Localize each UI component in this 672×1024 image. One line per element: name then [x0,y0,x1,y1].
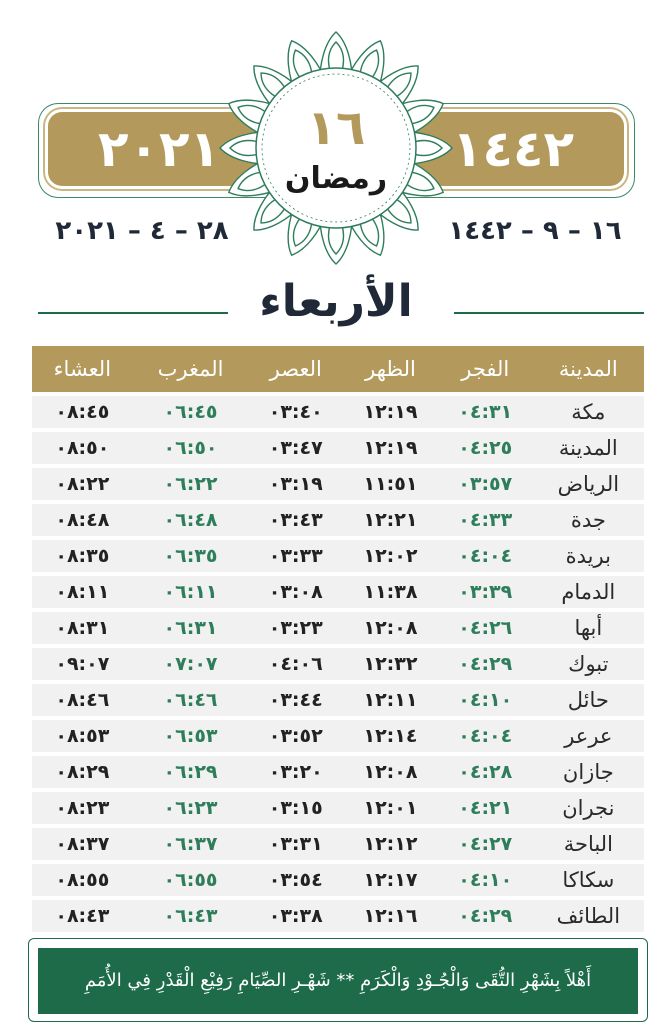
cell-dhuhr: ١٢:٠١ [343,792,438,824]
cell-dhuhr: ١٢:١٤ [343,720,438,752]
table-row [32,900,644,932]
cell-city: حائل [533,684,644,716]
column-header-fajr: الفجر [438,346,533,392]
cell-asr: ٠٣:٥٤ [248,864,343,896]
cell-maghrib: ٠٦:٤٨ [133,504,249,536]
cell-isha: ٠٩:٠٧ [32,648,133,680]
cell-fajr: ٠٤:٢٥ [438,432,533,464]
column-header-city: المدينة [533,346,644,392]
cell-isha: ٠٨:٣١ [32,612,133,644]
cell-isha: ٠٨:٢٢ [32,468,133,500]
hijri-date: ١٦ – ٩ – ١٤٤٢ [448,216,622,246]
cell-asr: ٠٣:٣٨ [248,900,343,932]
cell-dhuhr: ١٢:١٢ [343,828,438,860]
cell-asr: ٠٣:٢٠ [248,756,343,788]
cell-maghrib: ٠٦:٥٣ [133,720,249,752]
cell-asr: ٠٣:٢٣ [248,612,343,644]
cell-city: تبوك [533,648,644,680]
cell-isha: ٠٨:٥٠ [32,432,133,464]
cell-city: جازان [533,756,644,788]
table-row [32,540,644,572]
cell-maghrib: ٠٦:٤٣ [133,900,249,932]
table-row [32,576,644,608]
cell-isha: ٠٨:٢٩ [32,756,133,788]
cell-asr: ٠٣:٠٨ [248,576,343,608]
cell-dhuhr: ١٢:١٩ [343,396,438,428]
cell-isha: ٠٨:٤٨ [32,504,133,536]
cell-dhuhr: ١٢:١٦ [343,900,438,932]
cell-isha: ٠٨:١١ [32,576,133,608]
prayer-times-body [32,396,644,932]
cell-fajr: ٠٤:٣١ [438,396,533,428]
cell-dhuhr: ١٢:٠٢ [343,540,438,572]
table-row [32,432,644,464]
cell-maghrib: ٠٧:٠٧ [133,648,249,680]
gregorian-year-badge: ٢٠٢١ [48,112,270,186]
table-row [32,792,644,824]
cell-fajr: ٠٤:٢٧ [438,828,533,860]
cell-dhuhr: ١٢:١٧ [343,864,438,896]
cell-isha: ٠٨:٢٣ [32,792,133,824]
cell-dhuhr: ١١:٣٨ [343,576,438,608]
cell-maghrib: ٠٦:٥٥ [133,864,249,896]
cell-maghrib: ٠٦:٣٧ [133,828,249,860]
cell-city: الطائف [533,900,644,932]
cell-fajr: ٠٤:٣٣ [438,504,533,536]
cell-asr: ٠٣:١٥ [248,792,343,824]
cell-maghrib: ٠٦:٢٩ [133,756,249,788]
cell-isha: ٠٨:٥٣ [32,720,133,752]
cell-fajr: ٠٤:٢١ [438,792,533,824]
cell-asr: ٠٤:٠٦ [248,648,343,680]
cell-asr: ٠٣:٣١ [248,828,343,860]
cell-fajr: ٠٤:٠٤ [438,720,533,752]
title-rule-right [454,312,644,314]
cell-city: عرعر [533,720,644,752]
column-header-asr: العصر [248,346,343,392]
cell-city: الباحة [533,828,644,860]
cell-dhuhr: ١٢:١١ [343,684,438,716]
cell-maghrib: ٠٦:٢٢ [133,468,249,500]
gregorian-date: ٢٨ – ٤ – ٢٠٢١ [55,216,229,246]
day-title: الأربعاء [259,276,413,327]
table-row [32,756,644,788]
cell-isha: ٠٨:٥٥ [32,864,133,896]
table-row [32,684,644,716]
table-row [32,612,644,644]
hijri-year-badge: ١٤٤٢ [402,112,624,186]
cell-isha: ٠٨:٤٥ [32,396,133,428]
table-row [32,504,644,536]
cell-dhuhr: ١٢:٢١ [343,504,438,536]
cell-city: المدينة [533,432,644,464]
cell-maghrib: ٠٦:٤٦ [133,684,249,716]
table-row [32,720,644,752]
cell-maghrib: ٠٦:٣١ [133,612,249,644]
table-header-row [32,346,644,392]
cell-maghrib: ٠٦:٤٥ [133,396,249,428]
cell-dhuhr: ١٢:٠٨ [343,756,438,788]
column-header-dhuhr: الظهر [343,346,438,392]
cell-dhuhr: ١٢:١٩ [343,432,438,464]
cell-fajr: ٠٤:٢٨ [438,756,533,788]
title-rule-left [38,312,228,314]
cell-city: الرياض [533,468,644,500]
cell-city: بريدة [533,540,644,572]
cell-asr: ٠٣:٣٣ [248,540,343,572]
cell-maghrib: ٠٦:٥٠ [133,432,249,464]
cell-isha: ٠٨:٣٥ [32,540,133,572]
cell-asr: ٠٣:٤٤ [248,684,343,716]
cell-fajr: ٠٣:٣٩ [438,576,533,608]
cell-maghrib: ٠٦:١١ [133,576,249,608]
month-name: رمضان [284,161,388,196]
ramadan-medallion [210,22,462,274]
cell-asr: ٠٣:١٩ [248,468,343,500]
cell-isha: ٠٨:٤٣ [32,900,133,932]
cell-maghrib: ٠٦:٢٣ [133,792,249,824]
cell-city: مكة [533,396,644,428]
cell-asr: ٠٣:٥٢ [248,720,343,752]
footer-verse: أَهْلاً بِشَهْرِ التُّقَى وَالْجُـوْدِ وَالْكَرَمِ ** شَهْـرِ الصِّيَامِ رَفِيْعِ الْقَدْرِ فِي الأُمَمِ [38,948,638,1014]
cell-asr: ٠٣:٤٠ [248,396,343,428]
column-header-isha: العشاء [32,346,133,392]
cell-city: الدمام [533,576,644,608]
table-row [32,864,644,896]
prayer-times-table [32,342,644,936]
cell-city: أبها [533,612,644,644]
cell-fajr: ٠٤:٠٤ [438,540,533,572]
cell-dhuhr: ١٢:٣٢ [343,648,438,680]
table-row [32,828,644,860]
cell-city: نجران [533,792,644,824]
cell-fajr: ٠٤:٢٩ [438,900,533,932]
cell-city: سكاكا [533,864,644,896]
cell-fajr: ٠٤:٢٩ [438,648,533,680]
cell-fajr: ٠٤:٢٦ [438,612,533,644]
cell-maghrib: ٠٦:٣٥ [133,540,249,572]
cell-asr: ٠٣:٤٣ [248,504,343,536]
cell-asr: ٠٣:٤٧ [248,432,343,464]
hijri-day-number: ١٦ [306,100,366,156]
cell-isha: ٠٨:٤٦ [32,684,133,716]
cell-isha: ٠٨:٣٧ [32,828,133,860]
cell-city: جدة [533,504,644,536]
table-row [32,648,644,680]
cell-fajr: ٠٤:١٠ [438,864,533,896]
table-row [32,396,644,428]
cell-fajr: ٠٣:٥٧ [438,468,533,500]
cell-fajr: ٠٤:١٠ [438,684,533,716]
table-row [32,468,644,500]
column-header-maghrib: المغرب [133,346,249,392]
cell-dhuhr: ١١:٥١ [343,468,438,500]
cell-dhuhr: ١٢:٠٨ [343,612,438,644]
